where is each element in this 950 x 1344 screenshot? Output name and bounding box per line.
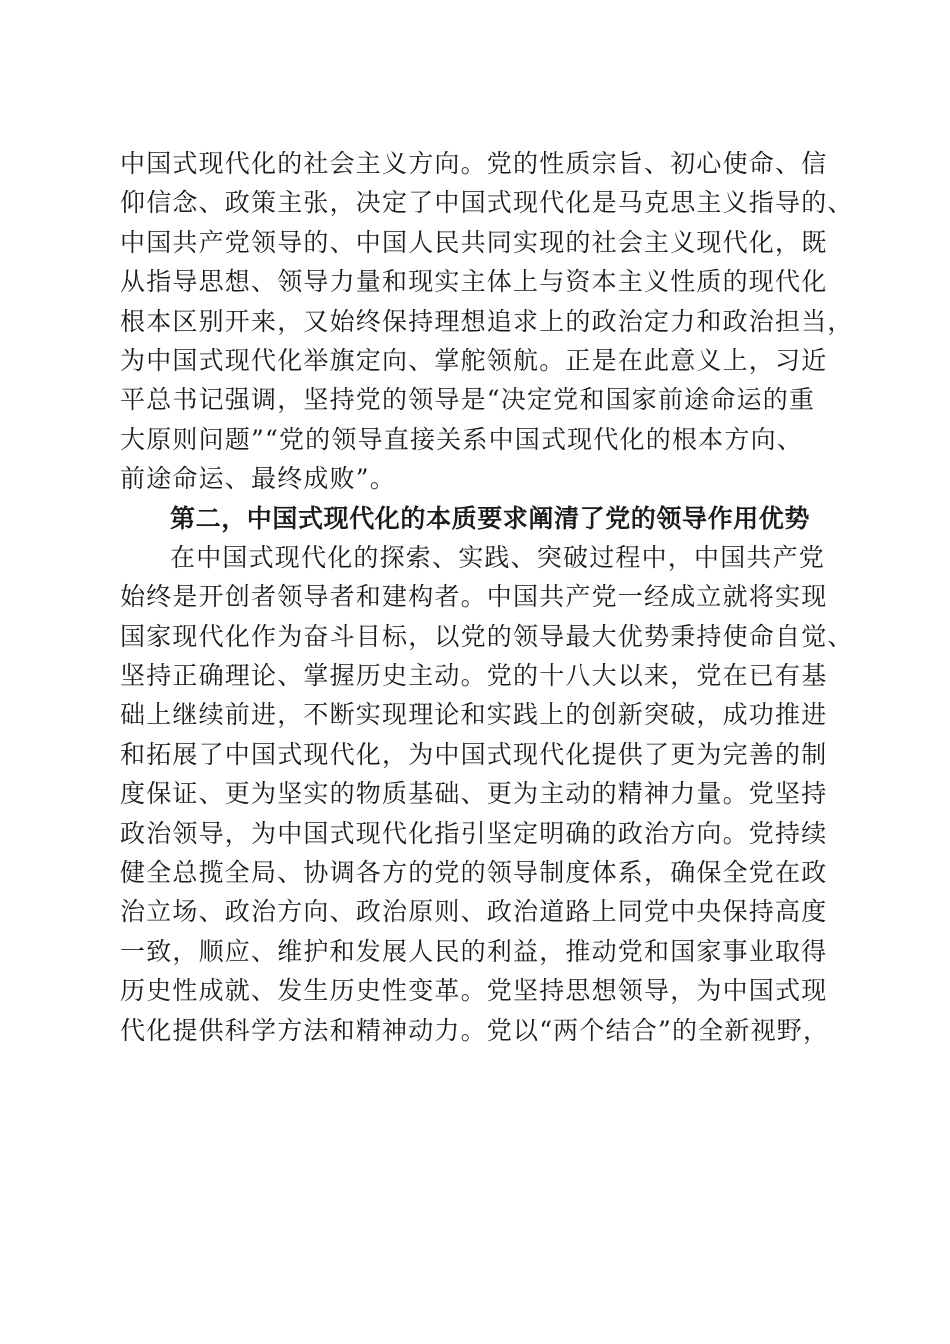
text-line: 代化提供科学方法和精神动力。党以“两个结合”的全新视野，: [120, 1015, 830, 1045]
text-line: 健全总揽全局、协调各方的党的领导制度体系，确保全党在政: [120, 858, 828, 888]
text-line: 中国共产党领导的、中国人民共同实现的社会主义现代化，既: [120, 227, 828, 257]
text-line: 政治领导，为中国式现代化指引坚定明确的政治方向。党持续: [120, 818, 828, 848]
text-line: 大原则问题”“党的领导直接关系中国式现代化的根本方向、: [120, 424, 803, 454]
text-line: 坚持正确理论、掌握历史主动。党的十八大以来，党在已有基: [120, 661, 828, 691]
text-line: 根本区别开来，又始终保持理想追求上的政治定力和政治担当，: [120, 306, 854, 336]
text-line: 治立场、政治方向、政治原则、政治道路上同党中央保持高度: [120, 897, 828, 927]
text-line: 一致，顺应、维护和发展人民的利益，推动党和国家事业取得: [120, 936, 828, 966]
text-line: 历史性成就、发生历史性变革。党坚持思想领导，为中国式现: [120, 976, 828, 1006]
text-line: 前途命运、最终成败”。: [120, 464, 396, 494]
text-line: 国家现代化作为奋斗目标，以党的领导最大优势秉持使命自觉、: [120, 621, 854, 651]
text-line: 度保证、更为坚实的物质基础、更为主动的精神力量。党坚持: [120, 779, 828, 809]
text-line: 始终是开创者领导者和建构者。中国共产党一经成立就将实现: [120, 582, 828, 612]
body-text: [120, 144, 854, 1050]
text-line: 中国式现代化的社会主义方向。党的性质宗旨、初心使命、信: [120, 149, 828, 178]
text-line: 仰信念、政策主张，决定了中国式现代化是马克思主义指导的、: [120, 188, 854, 218]
text-line: 础上继续前进，不断实现理论和实践上的创新突破，成功推进: [120, 700, 828, 730]
text-line: 平总书记强调，坚持党的领导是“决定党和国家前途命运的重: [120, 385, 816, 415]
text-line: 从指导思想、领导力量和现实主体上与资本主义性质的现代化: [120, 267, 828, 297]
text-line: 在中国式现代化的探索、实践、突破过程中，中国共产党: [170, 542, 826, 572]
section-heading: 第二，中国式现代化的本质要求阐清了党的领导作用优势: [170, 503, 811, 533]
text-line: 和拓展了中国式现代化，为中国式现代化提供了更为完善的制: [120, 739, 828, 769]
text-line: 为中国式现代化举旗定向、掌舵领航。正是在此意义上，习近: [120, 345, 828, 375]
